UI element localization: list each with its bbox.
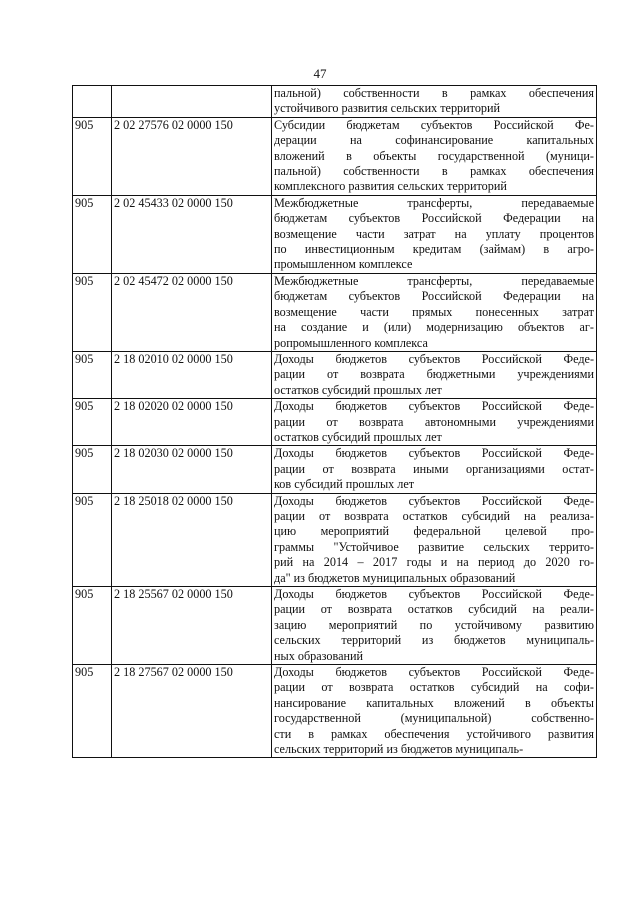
table-row — [73, 86, 597, 118]
description-line: Доходы бюджетов субъектов Российской Феде- — [274, 399, 594, 414]
admin-code-cell: 905 — [73, 587, 112, 665]
budget-classification-code-cell: 2 18 25018 02 0000 150 — [112, 493, 272, 586]
admin-code-cell: 905 — [73, 195, 112, 273]
table-row — [73, 446, 597, 493]
table-body — [73, 86, 597, 758]
table-row — [73, 117, 597, 195]
description-line: рий на 2014 – 2017 годы и на период до 2020 го- — [274, 555, 594, 570]
budget-codes-table — [72, 85, 597, 758]
description-line: бюджетам субъектов Российской Федерации на — [274, 211, 594, 226]
budget-classification-code-cell: 2 18 27567 02 0000 150 — [112, 665, 272, 758]
description-line: сельских территорий из бюджетов муниципаль- — [274, 742, 524, 757]
description-line: Межбюджетные трансферты, передаваемые — [274, 195, 594, 210]
budget-classification-code-cell: 2 18 25567 02 0000 150 — [112, 587, 272, 665]
description-line: ков субсидий прошлых лет — [274, 477, 415, 492]
income-description-cell — [272, 351, 597, 398]
description-line: Доходы бюджетов субъектов Российской Феде- — [274, 446, 594, 461]
description-line: Субсидии бюджетам субъектов Российской Фе- — [274, 117, 594, 132]
admin-code-cell: 905 — [73, 446, 112, 493]
description-line: остатков субсидий прошлых лет — [274, 429, 442, 444]
admin-code-cell: 905 — [73, 665, 112, 758]
table-row — [73, 273, 597, 351]
description-line: пальной) собственности в рамках обеспечения — [274, 164, 594, 179]
description-line: вложений в объекты государственной (муници- — [274, 148, 594, 163]
description-line: рации от возврата остатков субсидий на реали- — [274, 602, 594, 617]
description-line: промышленном комплексе — [274, 257, 413, 272]
description-line: устойчивого развития сельских территорий — [274, 101, 501, 116]
description-line: сти в рамках обеспечения устойчивого развития — [274, 726, 594, 741]
table-row — [73, 351, 597, 398]
description-line: нансирование капитальных вложений в объекты — [274, 695, 594, 710]
description-line: Доходы бюджетов субъектов Российской Феде- — [274, 493, 594, 508]
budget-classification-code-cell: 2 02 45433 02 0000 150 — [112, 195, 272, 273]
description-line: да" из бюджетов муниципальных образований — [274, 570, 516, 585]
description-line: цию мероприятий федеральной целевой про- — [274, 524, 594, 539]
description-line: ропромышленного комплекса — [274, 335, 428, 350]
table-row — [73, 493, 597, 586]
description-line: Доходы бюджетов субъектов Российской Феде- — [274, 351, 594, 366]
description-line: пальной) собственности в рамках обеспечения — [274, 86, 594, 100]
budget-classification-code-cell: 2 02 27576 02 0000 150 — [112, 117, 272, 195]
description-line: граммы "Устойчивое развитие сельских террито- — [274, 539, 594, 554]
budget-classification-code-cell: 2 18 02030 02 0000 150 — [112, 446, 272, 493]
admin-code-cell — [73, 86, 112, 118]
budget-classification-code-cell: 2 18 02020 02 0000 150 — [112, 399, 272, 446]
description-line: возмещение части затрат на уплату процентов — [274, 226, 594, 241]
income-description-cell — [272, 86, 597, 118]
table-row — [73, 195, 597, 273]
admin-code-cell: 905 — [73, 493, 112, 586]
description-line: рации от возврата бюджетными учреждениями — [274, 367, 594, 382]
income-description-cell — [272, 446, 597, 493]
income-description-cell — [272, 665, 597, 758]
admin-code-cell: 905 — [73, 399, 112, 446]
description-line: комплексного развития сельских территорий — [274, 179, 507, 194]
description-line: возмещение части прямых понесенных затрат — [274, 304, 594, 319]
page-number: 47 — [313, 66, 327, 81]
table-row — [73, 587, 597, 665]
description-line: рации от возврата автономными учреждениями — [274, 414, 594, 429]
description-line: бюджетам субъектов Российской Федерации на — [274, 289, 594, 304]
description-line: Межбюджетные трансферты, передаваемые — [274, 273, 594, 288]
budget-classification-code-cell — [112, 86, 272, 118]
income-description-cell — [272, 493, 597, 586]
description-line: на создание и (или) модернизацию объектов аг- — [274, 320, 594, 335]
description-line: рации от возврата остатков субсидий на реализа- — [274, 508, 594, 523]
income-description-cell — [272, 273, 597, 351]
admin-code-cell: 905 — [73, 351, 112, 398]
description-line: ных образований — [274, 648, 364, 663]
table-row — [73, 665, 597, 758]
admin-code-cell: 905 — [73, 273, 112, 351]
admin-code-cell: 905 — [73, 117, 112, 195]
budget-classification-code-cell: 2 02 45472 02 0000 150 — [112, 273, 272, 351]
description-line: дерации на софинансирование капитальных — [274, 133, 594, 148]
income-description-cell — [272, 117, 597, 195]
description-line: сельских территорий из бюджетов муниципаль- — [274, 633, 594, 648]
description-line: остатков субсидий прошлых лет — [274, 382, 442, 397]
description-line: Доходы бюджетов субъектов Российской Феде- — [274, 587, 594, 601]
description-line: рации от возврата иными организациями остат- — [274, 461, 594, 476]
description-line: Доходы бюджетов субъектов Российской Феде- — [274, 665, 594, 680]
budget-classification-code-cell: 2 18 02010 02 0000 150 — [112, 351, 272, 398]
description-line: рации от возврата остатков субсидий на софи- — [274, 680, 594, 695]
income-description-cell — [272, 399, 597, 446]
description-line: по инвестиционным кредитам (займам) в агро- — [274, 242, 594, 257]
description-line: зацию мероприятий по устойчивому развитию — [274, 617, 594, 632]
income-description-cell — [272, 195, 597, 273]
description-line: государственной (муниципальной) собственно- — [274, 711, 594, 726]
income-description-cell — [272, 587, 597, 665]
table-row — [73, 399, 597, 446]
